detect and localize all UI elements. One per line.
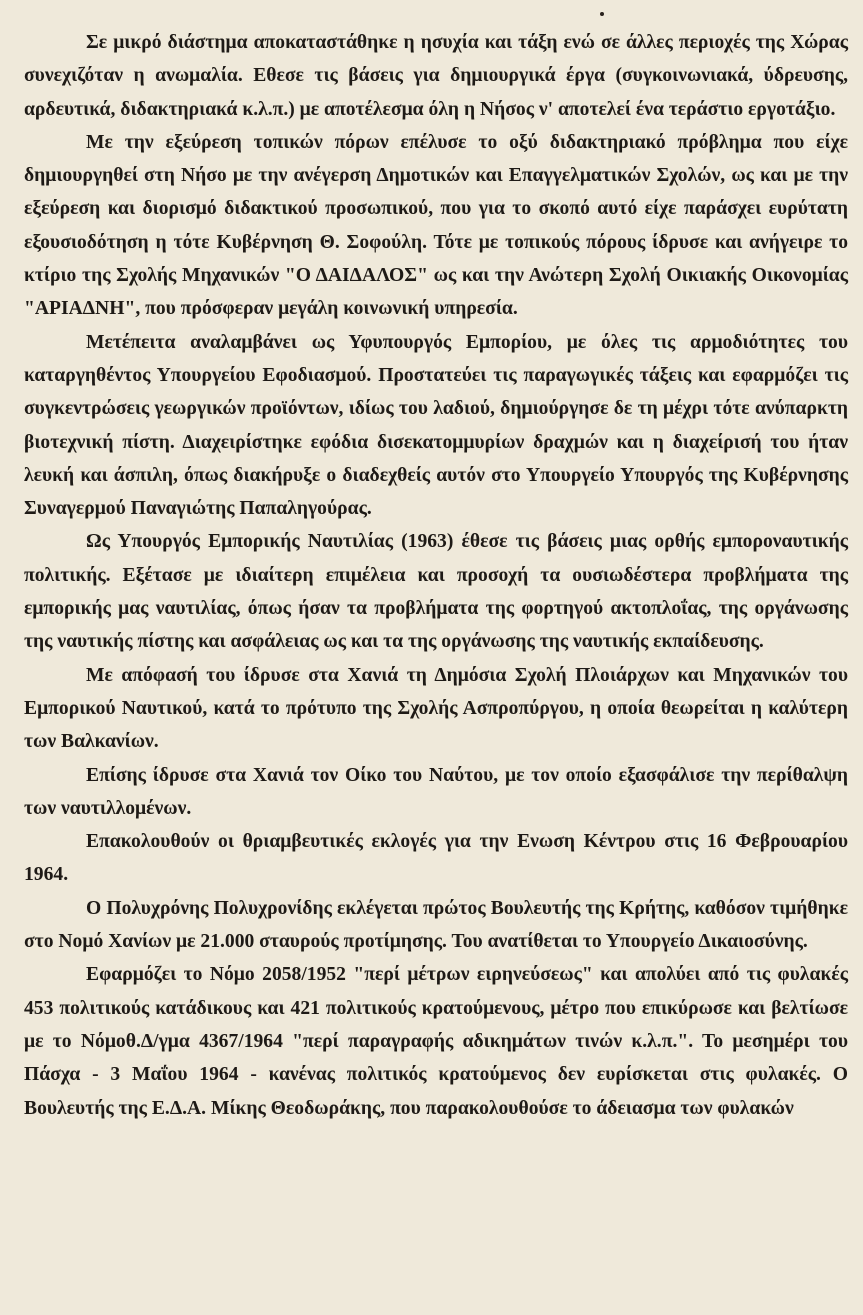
paragraph-2: Με την εξεύρεση τοπικών πόρων επέλυσε το οξύ διδακτηριακό πρόβλημα που είχε δημιουργηθεί στη Νήσο με την ανέγερση Δημοτικών και Επαγγελματικών Σχολών, ως και με την εξεύρεση και διορισμό διδακτικού προσωπικού, που για το σκοπό αυτό είχε παράσχει ευρύτατη εξουσιοδότηση η τότε Κυβέρνηση Θ. Σοφούλη. Τότε με τοπικούς πόρους ίδρυσε και ανήγειρε το κτίριο της Σχολής Μηχανικών "Ο ΔΑΙΔΑΛΟΣ" ως και την Ανώτερη Σχολή Οικιακής Οικονομίας "ΑΡΙΑΔΝΗ", που πρόσφεραν μεγάλη κοινωνική υπηρεσία.: [24, 131, 848, 320]
paragraph-3: Μετέπειτα αναλαμβάνει ως Υφυπουργός Εμπορίου, με όλες τις αρμοδιότητες του καταργηθέντος Υπουργείου Εφοδιασμού. Προστατεύει τις παραγωγικές τάξεις και εφαρμόζει τις συγκεντρώσεις γεωργικών προϊόντων, ιδίως του λαδιού, δημιούργησε δε τη μέχρι τότε ανύπαρκτη βιοτεχνική πίστη. Διαχειρίστηκε εφόδια δισεκατομμυρίων δραχμών και η διαχείρισή του ήταν λευκή και άσπιλη, όπως διακήρυξε ο διαδεχθείς αυτόν στο Υπουργείο Υπουργός της Κυβέρνησης Συναγερμού Παναγιώτης Παπαληγούρας.: [24, 331, 848, 520]
paragraph-1: Σε μικρό διάστημα αποκαταστάθηκε η ησυχία και τάξη ενώ σε άλλες περιοχές της Χώρας συνεχιζόταν η ανωμαλία. Εθεσε τις βάσεις για δημιουργικά έργα (συγκοινωνιακά, ύδρευσης, αρδευτικά, διδακτηριακά κ.λ.π.) με αποτέλεσμα όλη η Νήσος ν' αποτελεί ένα τεράστιο εργοτάξιο.: [24, 32, 848, 120]
paragraph-9: Εφαρμόζει το Νόμο 2058/1952 "περί μέτρων ειρηνεύσεως" και απολύει από τις φυλακές 453 πολιτικούς κατάδικους και 421 πολιτικούς κρατούμενους, μέτρο που επικύρωσε και βελτίωσε με το Νόμοθ.Δ/γμα 4367/1964 "περί παραγραφής αδικημάτων τινών κ.λ.π.". Το μεσημέρι του Πάσχα - 3 Μαΐου 1964 - κανένας πολιτικός κρατούμενος δεν ευρίσκεται στις φυλακές. Ο Βουλευτής της Ε.Δ.Α. Μίκης Θεοδωράκης, που παρακολουθούσε το άδειασμα των φυλακών: [24, 964, 848, 1119]
body-text: [24, 26, 848, 1125]
ink-speck: [600, 12, 604, 16]
paragraph-5: Με απόφασή του ίδρυσε στα Χανιά τη Δημόσια Σχολή Πλοιάρχων και Μηχανικών του Εμπορικού Ναυτικού, κατά το πρότυπο της Σχολής Ασπροπύργου, η οποία θεωρείται η καλύτερη των Βαλκανίων.: [24, 664, 848, 753]
paragraph-8: Ο Πολυχρόνης Πολυχρονίδης εκλέγεται πρώτος Βουλευτής της Κρήτης, καθόσον τιμήθηκε στο Νομό Χανίων με 21.000 σταυρούς προτίμησης. Του ανατίθεται το Υπουργείο Δικαιοσύνης.: [24, 897, 848, 953]
paragraph-4: Ως Υπουργός Εμπορικής Ναυτιλίας (1963) έθεσε τις βάσεις μιας ορθής εμποροναυτικής πολιτικής. Εξέτασε με ιδιαίτερη επιμέλεια και προσοχή τα ουσιωδέστερα προβλήματα της εμπορικής μας ναυτιλίας, όπως ήσαν τα προβλήματα της φορτηγού ακτοπλοΐας, της οργάνωσης της ναυτικής πίστης και ασφάλειας ως και τα της οργάνωσης της ναυτικής εκπαίδευσης.: [24, 531, 848, 653]
paragraph-7: Επακολουθούν οι θριαμβευτικές εκλογές για την Ενωση Κέντρου στις 16 Φεβρουαρίου 1964.: [24, 831, 848, 886]
paragraph-6: Επίσης ίδρυσε στα Χανιά τον Οίκο του Ναύτου, με τον οποίο εξασφάλισε την περίθαλψη των ναυτιλλομένων.: [24, 764, 848, 819]
